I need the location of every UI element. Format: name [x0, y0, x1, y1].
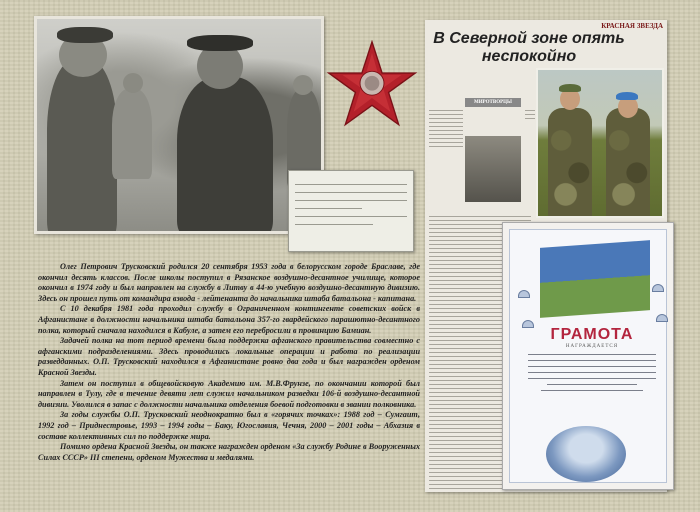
newspaper-section-tag: МИРОТВОРЦЫ — [465, 98, 521, 107]
gramota-text-lines — [528, 354, 656, 396]
award-certificate — [288, 170, 414, 252]
cap-icon — [559, 84, 581, 92]
gramota-title: ГРАМОТА — [550, 326, 634, 343]
newspaper-masthead: КРАСНАЯ ЗВЕЗДА — [601, 22, 663, 30]
newspaper-headline: В Северной зоне опять неспокойно — [433, 30, 625, 65]
newspaper-column-left — [429, 110, 463, 150]
soldier-figure — [606, 108, 650, 216]
newspaper-column-right — [525, 110, 535, 122]
bio-paragraph: С 10 декабря 1981 года проходил службу в Ограниченном контингенте советских войск в Афганистане в должности начальника штаба батальона 357-го гвардейского парашютно-десантного полка, который сначала находился в Кабуле, а затем его перебросили в провинцию Бамиан. — [38, 304, 420, 335]
beret-icon — [616, 92, 638, 100]
flag-icon — [540, 240, 650, 318]
color-photo-soldiers — [536, 68, 664, 218]
biography-text — [38, 262, 420, 463]
parachute-icon — [656, 314, 668, 322]
red-star-order-icon — [326, 40, 418, 132]
bio-paragraph: Затем он поступил в общевойсковую Академию им. М.В.Фрунзе, по окончании которой был направлен в Тулу, где в течение девяти лет служил начальником разведки 106-й воздушно-десантной дивизии. Уволился в запас с должности начальника отделения боевой подготовки в звании полковника. — [38, 378, 420, 409]
bio-paragraph: За годы службы О.П. Трусковский неоднократно был в «горячих точках»: 1988 год – Сумгаит, 1992 год – Приднестровье, 1993 – 1994 годы – Баку, Югославия, Чечня, 2000 – 2001 годы – Абхазия в составе коллективных сил по поддержке мира. — [38, 410, 420, 441]
gramota-certificate — [502, 222, 674, 490]
main-historical-photo — [34, 16, 324, 234]
gramota-subtitle: НАГРАЖДАЕТСЯ — [565, 344, 619, 349]
bio-paragraph: Олег Петрович Трусковский родился 20 сентября 1953 года в белорусском городе Браславе, где окончил десять классов. После школы поступил в Рязанское воздушно-десантное училище, которое окончил в 1974 году и был направлен на службу в Литву в 44-ю учебную воздушно-десантную дивизию. Здесь он прошел путь от командира взвода - лейтенанта до начальника штаба батальона - капитана. — [38, 262, 420, 303]
bio-paragraph: Задачей полка на тот период времени была поддержка афганского правительства совместно с афганскими подразделениями. Здесь проводились локальные операции и работа по реализации разведданных. О.П. Трусковский находился в Афганистане ровно два года и был награжден орденом Красной Звезды. — [38, 336, 420, 377]
soldier-figure — [548, 108, 592, 216]
globe-emblem-icon — [546, 426, 626, 482]
parachute-icon — [652, 284, 664, 292]
parachute-icon — [518, 290, 530, 298]
newspaper-photo — [465, 136, 521, 202]
bio-paragraph: Помимо ордена Красной Звезды, он также награжден орденом «За службу Родине в Вооруженных Силах СССР» III степени, орденом Мужества и медалями. — [38, 442, 420, 462]
